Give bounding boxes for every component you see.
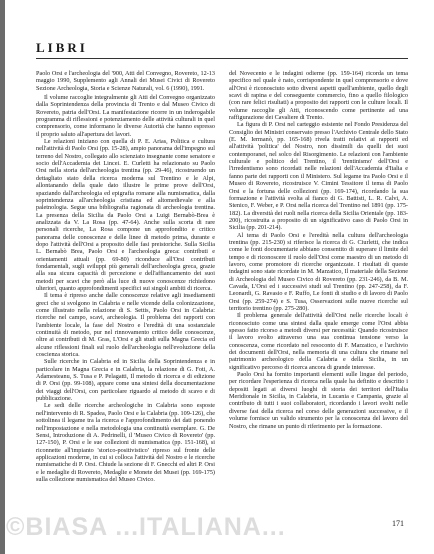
section-title: LIBRI [36,40,88,55]
citation-paragraph: Paolo Orsi e l'archeologia del '900, Atti del Convegno, Rovereto, 12-13 maggio 1990, Supplemento agli Annali dei Musei Civici di Rovereto Sezione Archeologia, Storia e Scienze Naturali, vol. 6 (1990), 1991. [36,70,215,92]
left-column [36,70,215,516]
body-paragraph: Sulle ricerche in Calabria ed in Sicilia della Soprintendenza e in particolare in Magna Grecia e in Calabria, la relazione di G. Foti, A. Adamesteanu, S. Tusa e P. Pelagatti, Il metodo di ricerca e di edizione di P. Orsi (pp. 99-108), appare come una sintesi della documentazione dei viaggi dell'Orsi, con particolare riguardo al metodo di scavo e di pubblicazione. [36,358,215,403]
title-rule [36,58,408,59]
body-paragraph: Il problema generale dell'attività dell'Orsi nelle ricerche locali è riconosciuto come una sintesi dalla quale emerge come l'Orsi abbia spesso fatto ricorso a metodi diversi per necessità: Quando ricostruisce il lavoro svolto attraverso una sua continua tensione verso la conoscenza, come ricordato nel resoconto di F. Marzatico, e l'archivio dei documenti dell'Orsi, nella memoria di una cultura che rimane nel patrimonio archeologico della Calabria e della Sicilia, in un significativo percorso di ricerca ancora di grande interesse. [229,312,408,371]
right-column [229,70,408,516]
page-number: 171 [392,519,404,528]
body-paragraph: Paolo Orsi ha fornito importanti elementi sulle lingue del periodo, per ricordare l'esperienza di ricerca nella quale ha definito e descritto i depositi legati ai diversi luoghi di storia dei territori dell'Italia Meridionale in Sicilia, in Calabria, in Lucania e Campania, grazie al contributo di tutti i suoi collaboratori, ricordando i lavori svolti nelle diverse fasi della ricerca nel corso delle generazioni successive, e il volume fornisce un valido strumento per la conoscenza del lavoro del Nostro, che rimane un punto di riferimento per la formazione. [229,371,408,430]
body-paragraph: Le sedi delle ricerche archeologiche in Calabria sono esposte nell'intervento di R. Spadea, Paolo Orsi e la Calabria (pp. 109-126), che sottolinea il legame tra la ricerca e l'approfondimento dei dati ponendo nell'impostazione e nella metodologia una continuità esemplare. G. De Sensi, Introduzione di A. Pedrinelli, il 'Museo Civico di Rovereto' (pp. 127-150), P. Orsi e le sue collezioni di numismatica (pp. 151-168), si riconnette all'impianto 'storico-positivistico' ripreso sul fronte delle applicazioni moderne, in cui si colloca l'attività del Nostro e le ricerche numismatiche di P. Orsi. Chiude la sezione di F. Gnecchi ed altri P. Orsi e le medaglie di Rovereto, Medaglie e Monete dei Musei (pp. 169-175) sulla collezione numismatica del Museo Civico. [36,402,215,483]
body-paragraph: Il tema è ripreso anche dalle conoscenze relative agli insediamenti greci che si svolgono in Calabria e nelle vicende della colonizzazione, come illustrato nella relazione di S. Settis, Paolo Orsi in Calabria: ricerche nel campo, scavi, archeologia. Il problema dei rapporti con l'ambiente locale, la fase del Nostro e l'eredità di una sostanziale continuità di metodo, pur nel rinnovamento critico delle conoscenze, oltre ai contributi di M. Gras, L'Orsi e gli studi sulla Magna Grecia ed alcune riflessioni finali sul ruolo dell'archeologia nell'evoluzione della coscienza storica. [36,292,215,359]
body-paragraph: Il volume raccoglie integralmente gli Atti del Convegno organizzato dalla Soprintendenza della provincia di Trento e dal Museo Civico di Rovereto, patria dell'Orsi. La manifestazione ricorre in un inderogabile programma di riflessioni e potenziamento delle attività culturali in quel comprensorio, come informano le diverse Autorità che hanno espresso il proprio saluto all'apertura dei lavori. [36,94,215,138]
body-paragraph: Le relazioni iniziano con quella di P. E. Arias, Politica e cultura nell'attività di Paolo Orsi (pp. 15-28), ampio panorama dell'impegno sul terreno del Nostro, collegato allo scienziato insegnante come senatore e socio dell'Accademia dei Lincei. E. Curletti ha relazionato su Paolo Orsi nella storia dell'archeologia trentina (pp. 29-46), ricostruendo un dettagliato stato della ricerca moderna sul Trentino e le Alpi, allontanando della quale dato illustre le prime prove dell'Orsi, spaziando dall'archeologia ed epigrafia romane alla numismatica, dalla soprintendenza all'archeologia cristiana ed altomedievale e alla paletnologia. Segue una bibliografia ragionata di archeologia trentina. La presenza della Sicilia da Paolo Orsi a Luigi Bernabò-Brea è analizzata da V. La Rosa (pp. 47-64). Anche sulla scorta di rare personali ricerche, La Rosa compone un approfondito e critico panorama delle conoscenze e delle linee di metodo prima, durante e dopo l'attività dell'Orsi a proposito delle fasi preistoriche. Sulla Sicilia L. Bernabò Brea, Paolo Orsi e l'archeologia greca: contributi e orientamenti attuali (pp. 69-80) riconduce all'Orsi contributi fondamentali, sugli sviluppi più generali dell'archeologia greca, grazie alla sua sicura capacità di percezione e dell'affiancamento dei suoi metodi per scavi che però alla luce di nuove conoscenze richiedono ulteriori, quanto approfondimenti specifici sui singoli ambiti di ricerca. [36,138,215,292]
scan-spine-shadow [0,0,5,554]
body-paragraph: La figura di P. Orsi nel carteggio esistente nel Fondo Presidenza del Consiglio dei Ministri conservato presso l'Archivio Centrale dello Stato (E. M. Iermanò, pp. 165-168) rivela tratti relativi ai rapporti ed all'attività 'politica' del Nostro, non dissimili da quelli dei suoi contemporanei, nel solco del Risorgimento. Le relazioni con l'ambiente culturale e politico del Trentino, il 'trentinismo' dell'Orsi e l'irredentismo sono ricordati nelle relazioni dell'Accademia d'Italia e fanno parte dei rapporti con il Ministero. Sul legame tra Paolo Orsi e il Museo di Rovereto, ricostruisce V. Cimini Tessitore il tema di Paolo Orsi e la fortuna delle collezioni (pp. 169-174), ricordando la sua formazione e l'attività svolta al fianco di G. Battisti, L. R. Calvi, A. Stenico, F. Weber, e P. Orsi nella ricerca del Trentino nel 1891 (pp. 175-182). La diversità dei ruoli nella ricerca della Sicilia Orientale (pp. 183-200), ricostruita a proposito di un significativo caso di Paolo Orsi in Sicilia (pp. 201-214). [229,121,408,232]
body-paragraph: del Novecento e le indagini odierne (pp. 159-164) ricorda un tema specifico nel quale è nato, corrispondente in quel comprensorio e dove all'Orsi è riconosciuto sotto diversi aspetti quell'ambiente, quello degli scavi di rapina e del conseguente commercio, fino a quello filologico (con rare felici risultati) a proposito dei rapporti con le culture locali. Il volume raccoglie gli Atti, riconoscendo come pertinente ad una raffigurazione dei Cavaliere di Trento. [229,70,408,122]
body-paragraph: Al tema di Paolo Orsi e l'eredità nella cultura dell'archeologia trentina (pp. 215-230) si riferisce la ricerca di G. Ciurletti, che indica come le fonti documentarie abbiano consentito di superare il limite del tempo e di riconoscere il ruolo dell'Orsi come maestro di un metodo di lavoro, come promotore di ricerche organizzate. I risultati di queste indagini sono state ricordate in M. Marzatico, Il materiale della Sezione di Archeologia del Museo Civico di Rovereto (pp. 231-246), da B. M. Cavada, L'Orsi ed i successivi studi sul Trentino (pp. 247-258), da F. Leonardi, G. Ravasio e F. Ruffo, Le fonti di studio e di lavoro di Paolo Orsi (pp. 259-274) e S. Tusa, Osservazioni sulle nuove ricerche sul territorio trentino (pp. 275-280). [229,231,408,312]
library-watermark: ©BIASA ...ITALIANA... [6,513,286,541]
